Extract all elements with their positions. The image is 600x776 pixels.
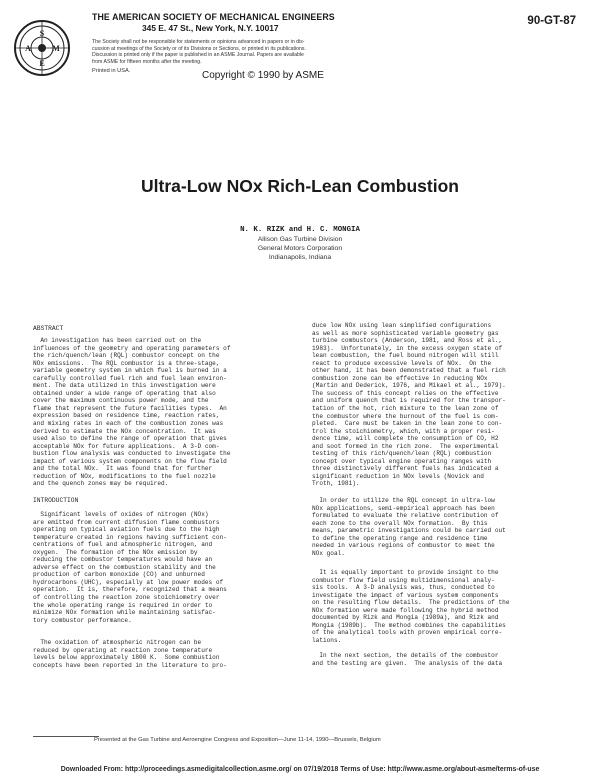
text-line: adverse effect on the combustion stability and the (33, 563, 216, 571)
logo-letter: E (39, 59, 45, 68)
text-line: variable geometry system in which fuel is burned in a (33, 367, 227, 375)
text-line: three distinctively different fuels has indicated a (312, 465, 499, 473)
text-line: The success of this concept relies on the effective (312, 389, 499, 397)
text-line: the rich/quench/lean (RQL) combustor concept on the (33, 352, 220, 360)
text-line: flame that represent the future facilities types. An (33, 404, 227, 412)
text-line: Troth, 1981). (312, 480, 360, 488)
text-line: of the analytical tools with proven empirical corre- (312, 629, 503, 637)
introduction-paragraph (33, 511, 227, 624)
org-name: THE AMERICAN SOCIETY OF MECHANICAL ENGINEERS (92, 12, 335, 22)
copyright: Copyright © 1990 by ASME (202, 70, 324, 81)
text-line: (Martin and Dederick, 1976, and Mikael et al., 1979). (312, 382, 506, 390)
text-line: needed in various regions of combustor to meet the (312, 542, 495, 550)
text-line: cover the maximum continuous power mode, and the (33, 397, 209, 405)
text-line: ment. The data utilized in this investigation were (33, 382, 216, 390)
right-paragraph (312, 569, 509, 644)
text-line: hydrocarbons (UHC), especially at low power modes of (33, 578, 224, 586)
printed-in: Printed in USA. (92, 68, 131, 74)
footnote: Presented at the Gas Turbine and Aeroengine Congress and Exposition—June 11-14, 1990—Brussels, Belgium (94, 737, 381, 743)
text-line: operating on typical aviation fuels due to the high (33, 526, 220, 534)
text-line: 1983). Unfortunately, in the excess oxygen state of (312, 344, 503, 352)
text-line: react to produce excessive levels of NOx. On the (312, 359, 492, 367)
text-line: lations. (312, 636, 342, 644)
text-line: combustor flow field using multidimensional analy- (312, 576, 495, 584)
text-line: pleted. Care must be taken in the lean zone to con- (312, 420, 503, 428)
text-line: It is equally important to provide insight to the (312, 569, 499, 576)
authors: N. K. RIZK and H. C. MONGIA (240, 226, 360, 234)
text-line: NOx formation were made following the hybrid method (312, 606, 499, 614)
text-line: reduced by operating at reaction zone temperature (33, 646, 213, 654)
text-line: centrations of fuel and atmospheric nitrogen, and (33, 541, 213, 549)
text-line: tory combustor performance. (33, 616, 132, 624)
text-line: tation of the hot, rich mixture to the lean zone of (312, 405, 499, 413)
download-footer: Downloaded From: http://proceedings.asmedigitalcollection.asme.org/ on 07/19/2018 Terms of Use: http://www.asme.org/about-asme/terms-of-use (60, 766, 540, 773)
text-line: and uniform quench that is required for the transpor- (312, 397, 506, 405)
text-line: and the testing are given. The analysis of the data (312, 659, 503, 667)
org-address: 345 E. 47 St., New York, N.Y. 10017 (142, 23, 279, 33)
text-line: formulated to evaluate the relative contribution of (312, 512, 499, 520)
text-line: Significant levels of oxides of nitrogen (NOx) (33, 511, 209, 518)
text-line: In order to utilize the RQL concept in ultra-low (312, 497, 495, 504)
text-line: levels below approximately 1800 K. Some combustion (33, 654, 220, 662)
text-line: each zone to the overall NOx formation. By this (312, 519, 488, 527)
text-line: documented by Rizk and Mongia (1989a), and Rizk and (312, 614, 499, 622)
text-line: reduction of NOx, modifications to the fuel nozzle (33, 472, 216, 480)
text-line: other hand, it has been demonstrated that a fuel rich (312, 367, 506, 375)
text-line: temperature created in regions having sufficient con- (33, 533, 227, 541)
right-paragraph (312, 652, 502, 667)
text-line: NOx goal. (312, 549, 345, 557)
text-line: lean combustion, the fuel bound nitrogen will still (312, 352, 499, 360)
affiliation-company: General Motors Corporation (257, 245, 343, 252)
paper-title: Ultra-Low NOx Rich-Lean Combustion (141, 176, 459, 196)
right-paragraph (312, 322, 506, 488)
text-line: and the total NOx. It was found that for further (33, 465, 213, 473)
introduction-paragraph (33, 639, 227, 669)
publication-notice (92, 39, 350, 66)
text-line: concepts have been reported in the literature to pro- (33, 661, 227, 669)
text-line: influences of the geometry and operating parameters of (33, 344, 231, 352)
text-line: The oxidation of atmospheric nitrogen can be (33, 639, 202, 646)
text-line: concept over typical engine operating ranges with (312, 457, 492, 465)
text-line: reducing the combustor temperatures would have an (33, 556, 213, 564)
text-line: minimize NOx formation while maintaining satisfac- (33, 609, 216, 617)
text-line: and soot formed in the rich zone. The experimental (312, 442, 499, 450)
abstract-heading: ABSTRACT (33, 325, 64, 332)
text-line: and the quench zones may be required. (33, 480, 169, 488)
logo-letter: M (52, 44, 60, 53)
text-line: NOx applications, semi-empirical approach has been (312, 504, 495, 512)
text-line: An investigation has been carried out on the (33, 337, 202, 344)
notice-line: Discussion is printed only if the paper is published in an ASME Journal. Papers are available (92, 52, 304, 59)
notice-line: from ASME for fifteen months after the meeting. (92, 59, 202, 66)
text-line: operation. It is, therefore, recognized that a means (33, 586, 227, 594)
text-line: and mixing rates in each of the combustion zones was (33, 420, 224, 428)
text-line: carefully controlled fuel rich and fuel lean environ- (33, 374, 227, 382)
text-line: on the resulting flow details. The predictions of the (312, 599, 510, 607)
text-line: means, parametric investigations could be carried out (312, 527, 506, 535)
text-line: significant reduction in NOx levels (Novick and (312, 472, 484, 480)
text-line: used also to define the range of operation that gives (33, 435, 227, 443)
footnote-rule (33, 736, 99, 737)
text-line: are emitted from current diffusion flame combustors (33, 518, 220, 526)
text-line: production of carbon monoxide (CO) and unburned (33, 571, 205, 579)
text-line: oxygen. The formation of the NOx emission by (33, 548, 198, 556)
affiliation-location: Indianapolis, Indiana (268, 254, 332, 261)
affiliation-division: Allison Gas Turbine Division (257, 236, 343, 243)
notice-line: cussion at meetings of the Society or of its Divisions or Sections, or printed in its publications. (92, 45, 306, 52)
text-line: investigate the impact of various system components (312, 591, 499, 599)
text-line: turbine combustors (Anderson, 1981, and Ross et al., (312, 337, 503, 345)
text-line: expression based on residence time, reaction rates, (33, 412, 220, 420)
logo-letter: A (25, 44, 31, 53)
text-line: trol the stoichiometry, which, with a proper resi- (312, 427, 495, 435)
text-line: the combustor where the burnout of the fuel is com- (312, 412, 499, 420)
text-line: bustion flow analysis was conducted to investigate the (33, 450, 231, 458)
text-line: testing of this rich/quench/lean (RQL) combustion (312, 450, 492, 458)
text-line: In the next section, the details of the combustor (312, 652, 499, 659)
text-line: sis tools. A 3-D analysis was, thus, conducted to (312, 584, 495, 592)
text-line: duce low NOx using lean simplified configurations (312, 322, 492, 329)
right-paragraph (312, 497, 506, 557)
text-line: as well as more sophisticated variable geometry gas (312, 329, 499, 337)
text-line: to define the operating range and residence time (312, 534, 488, 542)
abstract-text (33, 337, 230, 488)
introduction-heading: INTRODUCTION (33, 497, 79, 504)
text-line: Mongia (1989b). The method combines the capabilities (312, 621, 506, 629)
text-line: derived to estimate the NOx concentration. It was (33, 427, 216, 435)
text-line: the whole operating range is required in order to (33, 601, 213, 609)
text-line: combustion zone can be effective in reducing NOx (312, 374, 488, 382)
notice-line: The Society shall not be responsible for statements or opinions advanced in papers or in dis- (92, 39, 305, 45)
text-line: impact of various system components on the flow field (33, 457, 227, 465)
text-line: dence time, will complete the consumption of CO, H2 (312, 435, 499, 443)
text-line: acceptable NOx for future applications. A 3-D com- (33, 442, 220, 450)
text-line: of controlling the reaction zone stoichiometry over (33, 594, 220, 602)
asme-logo (12, 6, 74, 86)
logo-letter: S (39, 29, 45, 38)
text-line: obtained under a wide range of operating that also (33, 389, 216, 397)
paper-number: 90-GT-87 (527, 15, 576, 27)
text-line: NOx emissions. The RQL combustor is a three-stage, (33, 359, 220, 367)
